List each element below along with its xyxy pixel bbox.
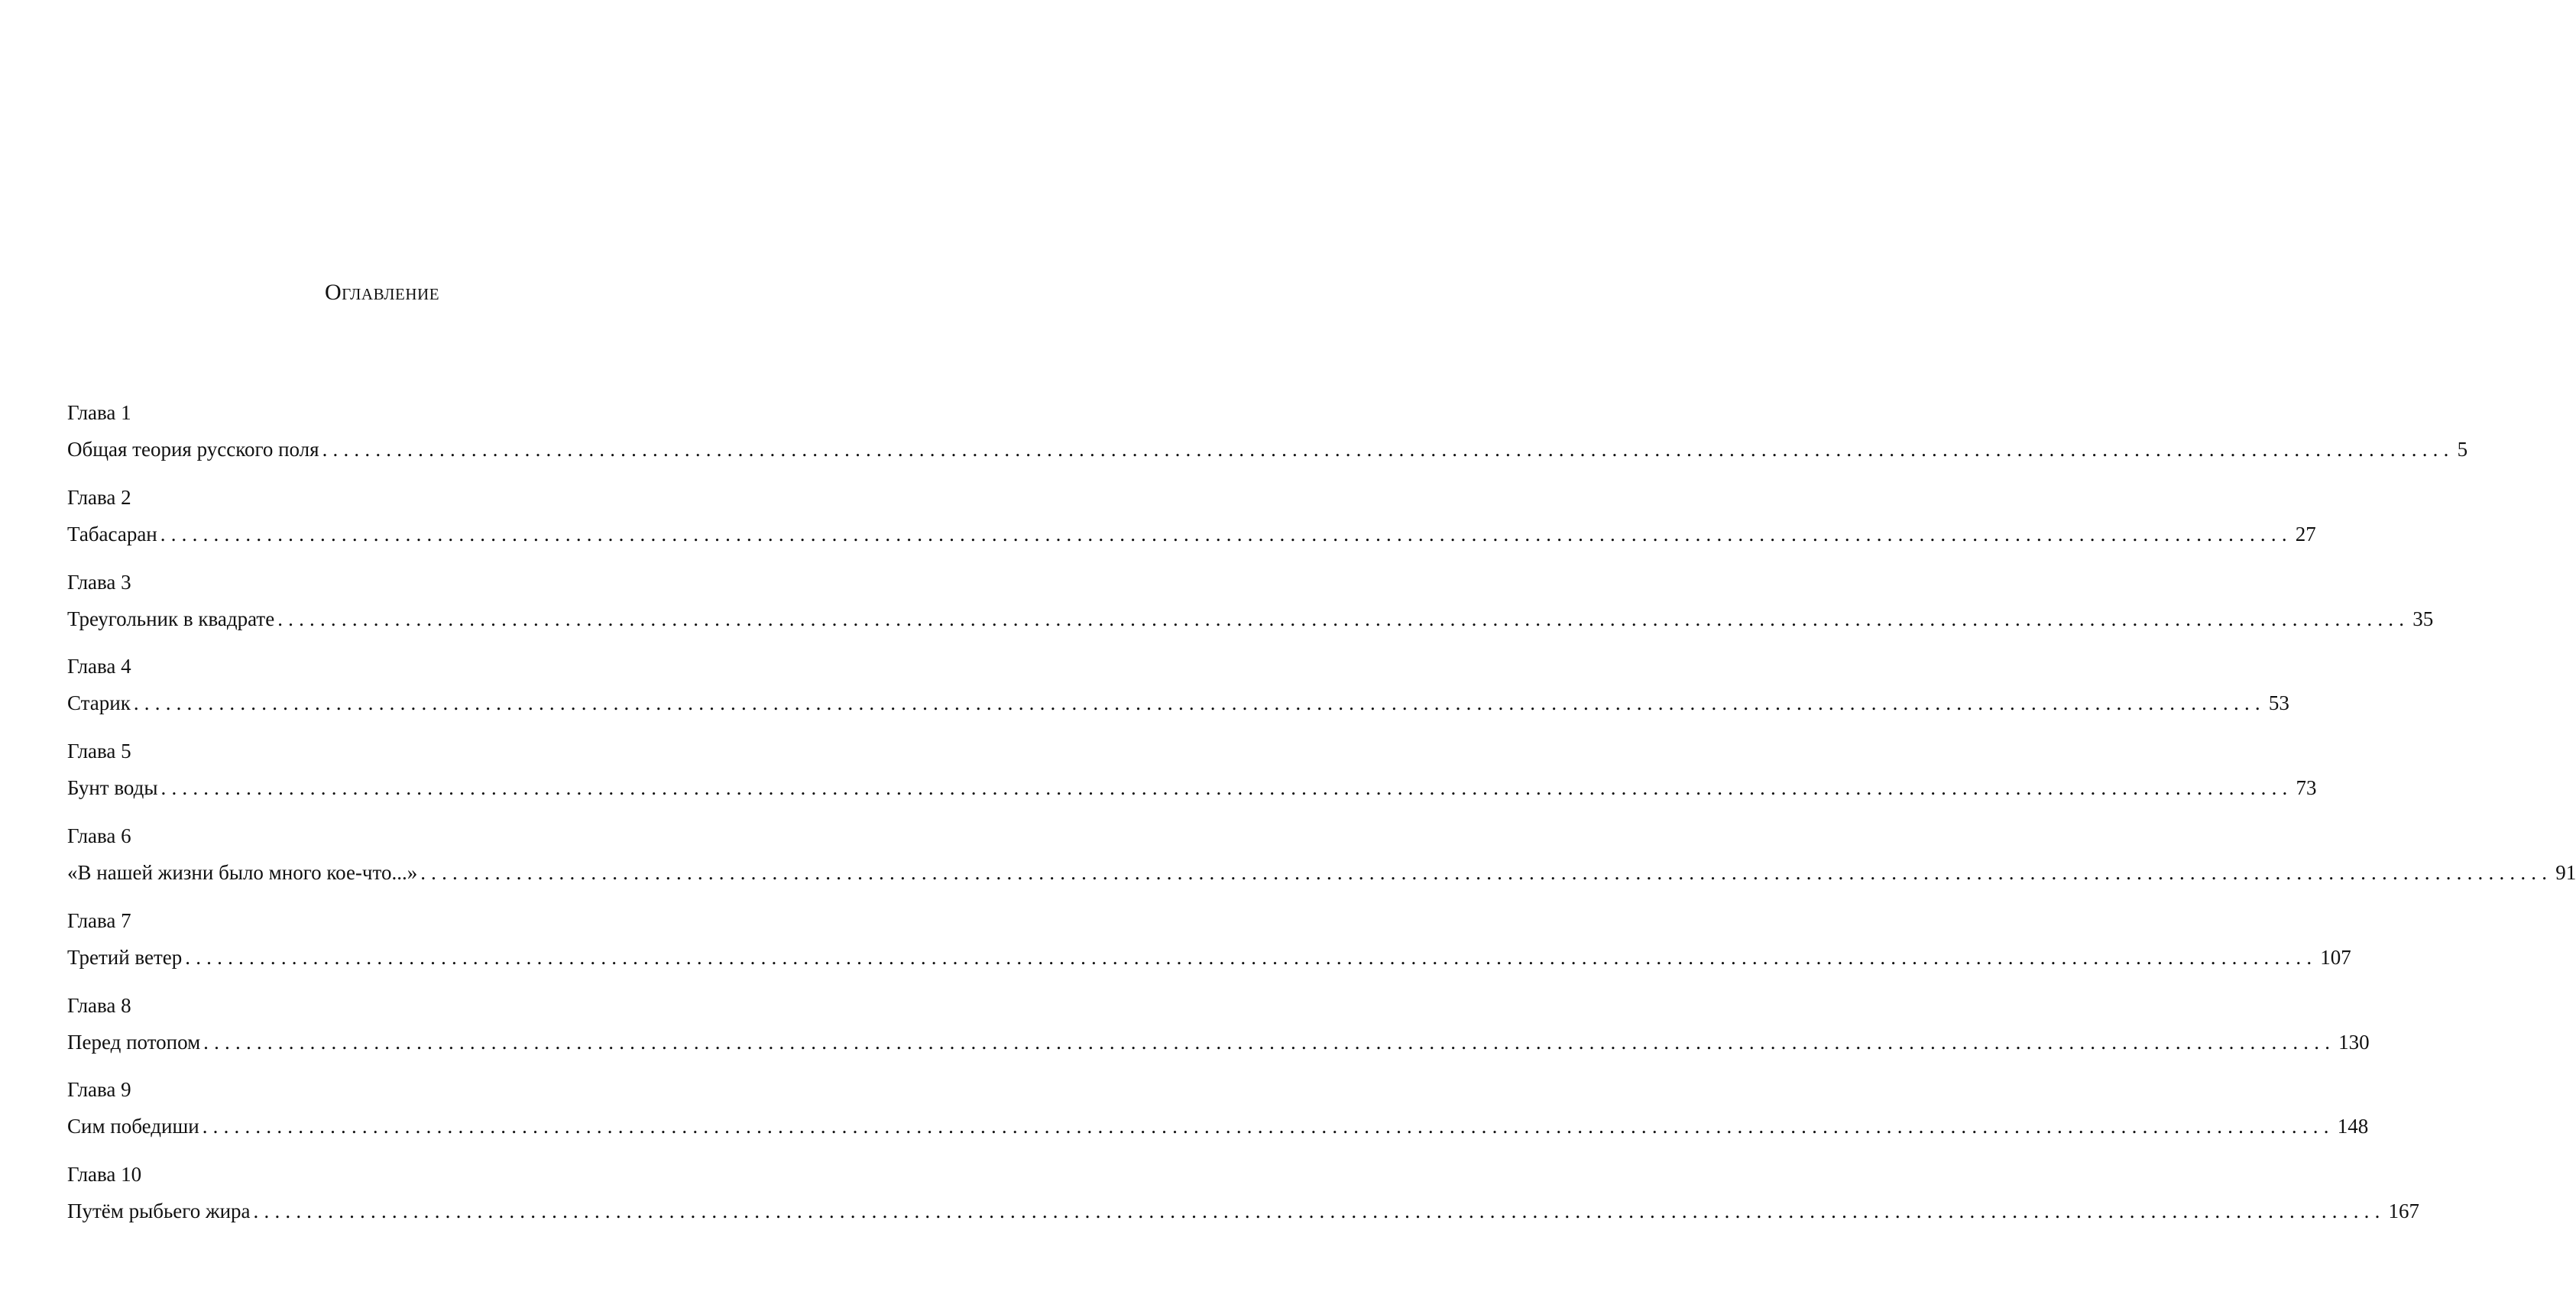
page-number: 91 — [2555, 860, 2576, 884]
page-number: 27 — [2295, 522, 2316, 546]
dot-leader: ........................................................................................................................................................................................................ — [322, 438, 2454, 461]
chapter-title: Путём рыбьего жира — [67, 1200, 251, 1223]
toc-chapter — [67, 902, 2351, 987]
chapter-title: Перед потопом — [67, 1030, 201, 1054]
chapter-label: Глава 4 — [67, 655, 131, 678]
toc-entry[interactable] — [67, 854, 2576, 891]
page-title: Оглавление — [324, 280, 440, 305]
page-number: 107 — [2320, 945, 2351, 969]
toc-entry[interactable] — [67, 1024, 2370, 1060]
toc-entry[interactable] — [67, 601, 2434, 637]
toc-entry[interactable] — [67, 939, 2351, 976]
chapter-label: Глава 8 — [67, 993, 131, 1017]
chapter-title: Бунт воды — [67, 776, 158, 800]
toc-chapter — [67, 479, 2316, 564]
table-of-contents — [67, 394, 2576, 1241]
toc-entry[interactable] — [67, 1108, 2369, 1144]
page-number: 148 — [2337, 1115, 2369, 1138]
chapter-title: Общая теория русского поля — [67, 438, 319, 461]
toc-chapter — [67, 1071, 2369, 1156]
page-number: 5 — [2457, 438, 2468, 461]
chapter-label: Глава 2 — [67, 485, 131, 509]
toc-chapter — [67, 987, 2370, 1072]
page-number: 35 — [2412, 607, 2434, 630]
chapter-title: Третий ветер — [67, 945, 183, 969]
chapter-title: Старик — [67, 691, 131, 715]
chapter-title: Сим победиши — [67, 1115, 199, 1138]
toc-chapter — [67, 733, 2317, 817]
chapter-title: Табасаран — [67, 522, 157, 546]
chapter-label: Глава 5 — [67, 740, 131, 763]
dot-leader: ........................................................................................................................................................................................................ — [160, 776, 2293, 800]
dot-leader: ........................................................................................................................................................................................................ — [203, 1030, 2336, 1054]
chapter-title: Треугольник в квадрате — [67, 607, 275, 630]
toc-chapter — [67, 394, 2468, 479]
toc-entry[interactable] — [67, 516, 2316, 552]
toc-entry[interactable] — [67, 685, 2289, 721]
page-number: 53 — [2268, 691, 2289, 715]
page-number: 130 — [2338, 1030, 2370, 1054]
chapter-label: Глава 7 — [67, 908, 131, 932]
toc-chapter — [67, 648, 2289, 733]
dot-leader: ........................................................................................................................................................................................................ — [160, 522, 2292, 546]
dot-leader: ........................................................................................................................................................................................................ — [253, 1200, 2386, 1223]
page-number: 167 — [2388, 1200, 2420, 1223]
toc-chapter — [67, 817, 2576, 902]
chapter-title: «В нашей жизни было много кое-что...» — [67, 860, 418, 884]
dot-leader: ........................................................................................................................................................................................................ — [202, 1115, 2335, 1138]
toc-chapter — [67, 564, 2434, 649]
chapter-label: Глава 1 — [67, 401, 131, 424]
chapter-label: Глава 9 — [67, 1078, 131, 1102]
dot-leader: ........................................................................................................................................................................................................ — [133, 691, 2266, 715]
chapter-label: Глава 6 — [67, 824, 131, 847]
toc-entry[interactable] — [67, 431, 2468, 468]
toc-chapter — [67, 1156, 2420, 1241]
dot-leader: ........................................................................................................................................................................................................ — [420, 860, 2553, 884]
dot-leader: ........................................................................................................................................................................................................ — [185, 945, 2318, 969]
dot-leader: ........................................................................................................................................................................................................ — [277, 607, 2410, 630]
toc-entry[interactable] — [67, 769, 2317, 806]
chapter-label: Глава 3 — [67, 570, 131, 594]
chapter-label: Глава 10 — [67, 1163, 142, 1187]
page-number: 73 — [2296, 776, 2317, 800]
toc-entry[interactable] — [67, 1193, 2420, 1229]
